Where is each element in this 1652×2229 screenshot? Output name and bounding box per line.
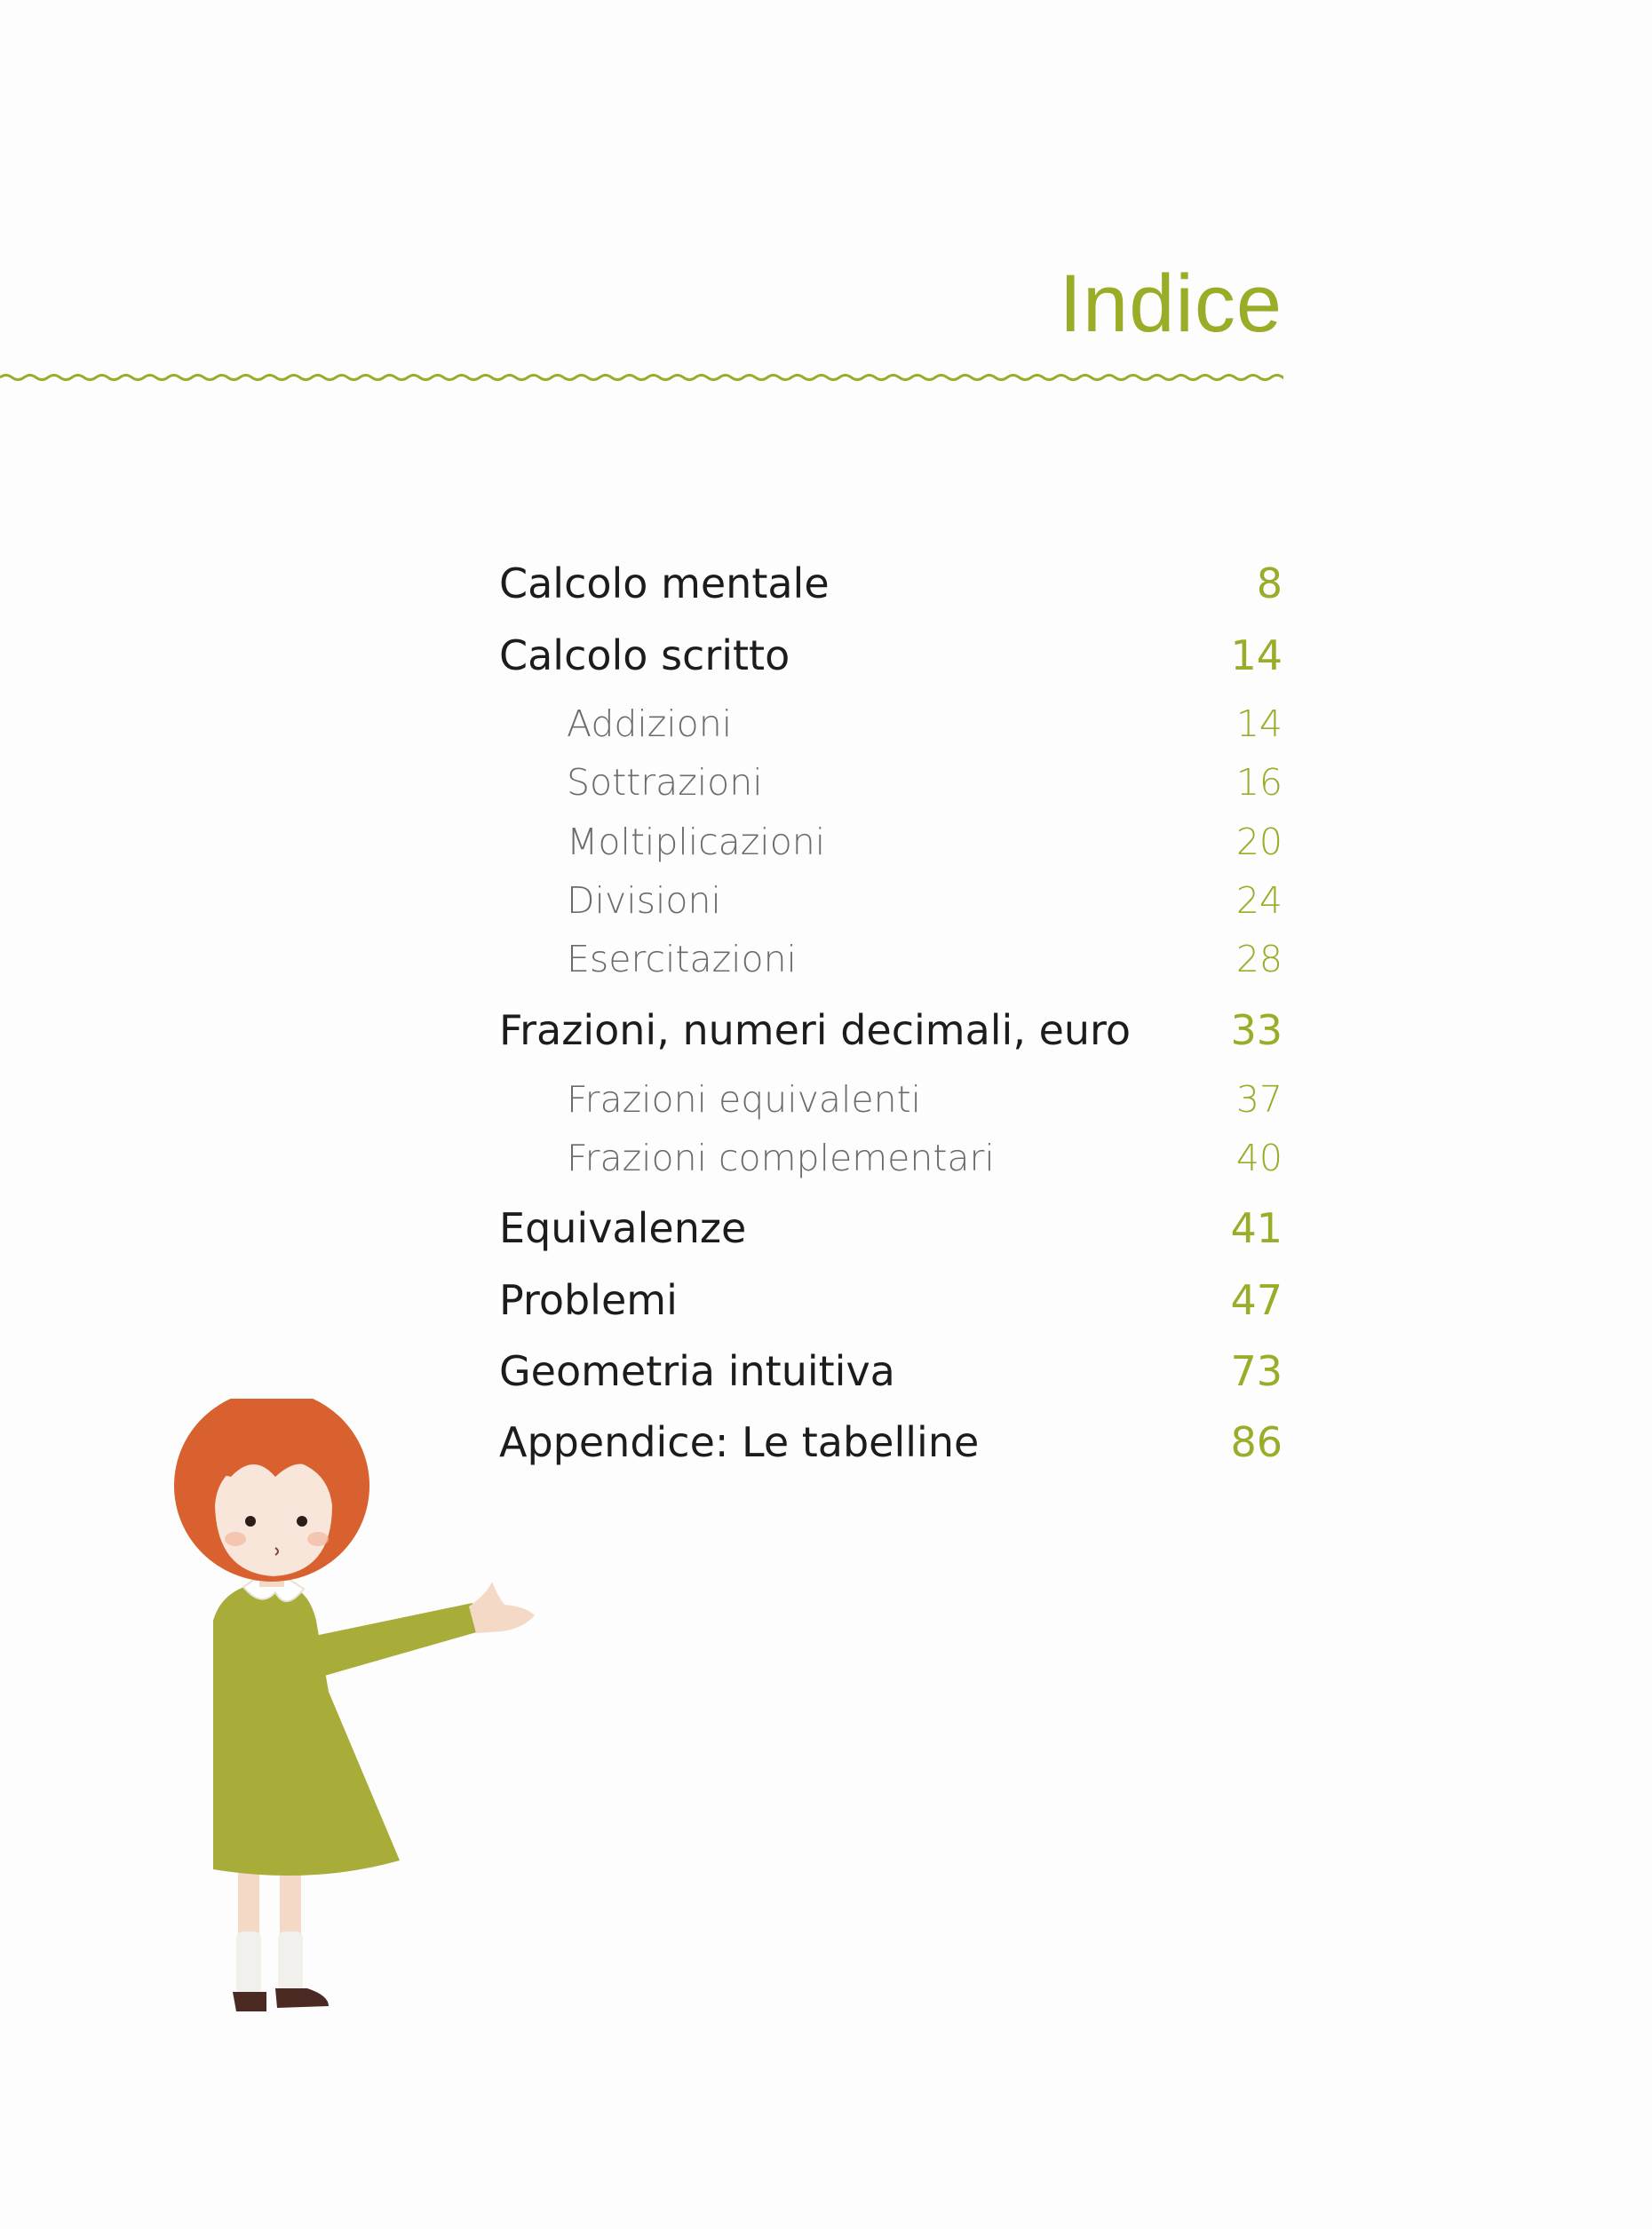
toc-entry-label: Calcolo mentale	[499, 559, 830, 607]
girl-hand	[469, 1582, 535, 1633]
toc-subentry[interactable]	[499, 879, 1283, 922]
toc-subentry[interactable]	[499, 1137, 1283, 1179]
toc-entry-label: Frazioni, numeri decimali, euro	[499, 1006, 1132, 1054]
girl-arm	[302, 1603, 480, 1678]
toc-entry-page: 86	[1230, 1418, 1283, 1466]
girl-shoe-left	[233, 1992, 266, 2011]
toc-entry[interactable]	[499, 1204, 1283, 1252]
wavy-divider	[0, 364, 1283, 391]
toc-subentry-page: 37	[1235, 1078, 1283, 1121]
toc-subentry-page: 20	[1235, 821, 1283, 863]
girl-sock-right	[278, 1932, 303, 1995]
toc-entry[interactable]	[499, 1347, 1283, 1395]
toc-subentry-page: 40	[1235, 1137, 1283, 1179]
toc-entry-page: 41	[1230, 1204, 1283, 1252]
toc-entry-label: Geometria intuitiva	[499, 1347, 895, 1395]
toc-entry-page: 8	[1256, 559, 1283, 607]
toc-entry[interactable]	[499, 1006, 1283, 1054]
girl-shoe-right	[275, 1988, 329, 2008]
toc-subentry-label: Frazioni complementari	[567, 1137, 995, 1179]
toc-subentry-label: Divisioni	[567, 879, 721, 922]
toc-subentry-page: 16	[1235, 761, 1283, 804]
toc-subentry[interactable]	[499, 702, 1283, 745]
toc-entry[interactable]	[499, 559, 1283, 607]
toc-entry-page: 33	[1230, 1006, 1283, 1054]
toc-subentry-label: Sottrazioni	[567, 761, 763, 804]
toc-entry-page: 47	[1230, 1276, 1283, 1324]
page-title: Indice	[1059, 258, 1283, 349]
girl-pointing-illustration	[151, 1399, 542, 2047]
toc-subentry-page: 28	[1235, 938, 1283, 980]
toc-subentry[interactable]	[499, 1078, 1283, 1121]
toc-entry[interactable]	[499, 631, 1283, 679]
toc-subentry-page: 14	[1235, 702, 1283, 745]
toc-entry-page: 14	[1230, 631, 1283, 679]
girl-cheek-left	[225, 1532, 246, 1546]
toc-subentry-page: 24	[1235, 879, 1283, 922]
toc-subentry-label: Moltiplicazioni	[567, 821, 826, 863]
toc-subentry-label: Esercitazioni	[567, 938, 797, 980]
toc-entry-label: Equivalenze	[499, 1204, 747, 1252]
toc-subentry[interactable]	[499, 821, 1283, 863]
girl-eye-right	[297, 1516, 307, 1527]
girl-eye-left	[245, 1516, 256, 1527]
toc-entry-label: Problemi	[499, 1276, 678, 1324]
girl-sock-left	[236, 1932, 261, 1995]
toc-subentry-label: Addizioni	[567, 702, 733, 745]
toc-entry[interactable]	[499, 1276, 1283, 1324]
toc-entry-label: Appendice: Le tabelline	[499, 1418, 980, 1466]
toc-entry-page: 73	[1230, 1347, 1283, 1395]
toc-subentry-label: Frazioni equivalenti	[567, 1078, 922, 1121]
girl-cheek-right	[307, 1532, 329, 1546]
toc-subentry[interactable]	[499, 938, 1283, 980]
toc-subentry[interactable]	[499, 761, 1283, 804]
toc-entry[interactable]	[499, 1418, 1283, 1466]
toc-entry-label: Calcolo scritto	[499, 631, 790, 679]
